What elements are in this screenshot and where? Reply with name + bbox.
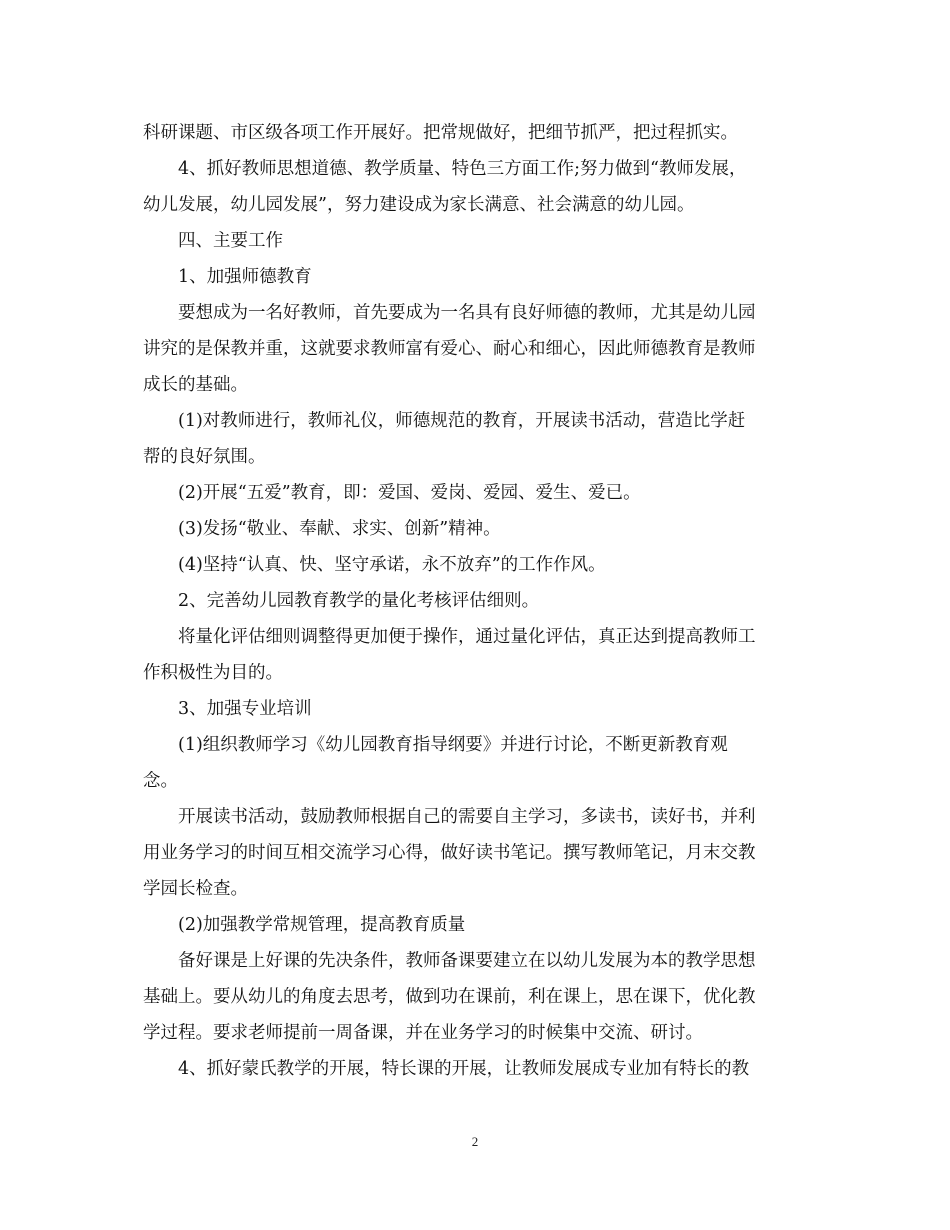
- text-line: (1)组织教师学习《幼儿园教育指导纲要》并进行讨论，不断更新教育观: [178, 735, 728, 755]
- text-line: 开展读书活动，鼓励教师根据自己的需要自主学习，多读书，读好书，并利: [178, 807, 756, 827]
- text-line: (4)坚持“认真、快、坚守承诺，永不放弃”的工作作风。: [178, 555, 606, 575]
- text-line: 基础上。要从幼儿的角度去思考，做到功在课前，利在课上，思在课下，优化教: [143, 987, 756, 1007]
- document-body: [143, 115, 813, 1087]
- text-line: (3)发扬“敬业、奉献、求实、创新”精神。: [178, 519, 501, 539]
- text-line: 幼儿发展，幼儿园发展”，努力建设成为家长满意、社会满意的幼儿园。: [143, 195, 695, 215]
- page-number: 2: [471, 1134, 479, 1149]
- text-line: (2)开展“五爱”教育，即：爱国、爱岗、爱园、爱生、爱已。: [178, 483, 641, 503]
- text-line: 备好课是上好课的先决条件，教师备课要建立在以幼儿发展为本的教学思想: [178, 951, 756, 971]
- text-line: 4、抓好教师思想道德、教学质量、特色三方面工作;努力做到“教师发展，: [178, 159, 747, 179]
- text-line: 科研课题、市区级各项工作开展好。把常规做好，把细节抓严，把过程抓实。: [143, 123, 738, 143]
- text-line: 讲究的是保教并重，这就要求教师富有爱心、耐心和细心，因此师德教育是教师: [143, 339, 756, 359]
- text-line: 帮的良好氛围。: [143, 447, 266, 467]
- section-heading: 四、主要工作: [178, 231, 283, 251]
- text-line: 学园长检查。: [143, 879, 248, 899]
- text-line: 学过程。要求老师提前一周备课，并在业务学习的时候集中交流、研讨。: [143, 1023, 703, 1043]
- subsection-heading: 2、完善幼儿园教育教学的量化考核评估细则。: [178, 591, 540, 611]
- subsection-heading: 3、加强专业培训: [178, 699, 312, 719]
- text-line: (1)对教师进行，教师礼仪，师德规范的教育，开展读书活动，营造比学赶: [178, 411, 746, 431]
- text-line: 用业务学习的时间互相交流学习心得，做好读书笔记。撰写教师笔记，月末交教: [143, 843, 756, 863]
- text-line: 作积极性为目的。: [143, 663, 283, 683]
- subsection-heading: 4、抓好蒙氏教学的开展，特长课的开展，让教师发展成专业加有特长的教: [178, 1059, 750, 1079]
- text-line: 成长的基础。: [143, 375, 248, 395]
- text-line: 念。: [143, 771, 178, 791]
- text-line: 将量化评估细则调整得更加便于操作，通过量化评估，真正达到提高教师工: [178, 627, 756, 647]
- subsection-heading: 1、加强师德教育: [178, 267, 312, 287]
- text-line: (2)加强教学常规管理，提高教育质量: [178, 915, 466, 935]
- text-line: 要想成为一名好教师，首先要成为一名具有良好师德的教师，尤其是幼儿园: [178, 303, 756, 323]
